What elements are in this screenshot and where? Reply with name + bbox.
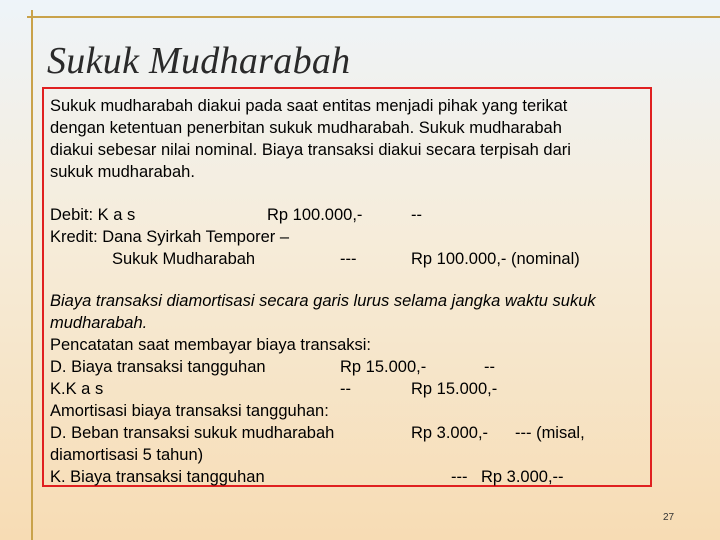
journal3-row1-continued: diamortisasi 5 tahun): [50, 446, 204, 464]
journal3-row1-credit: --- (misal,: [515, 424, 585, 442]
journal3-row1-label: D. Beban transaksi sukuk mudharabah: [50, 424, 335, 442]
top-rule: [27, 16, 720, 18]
journal3-heading: Amortisasi biaya transaksi tangguhan:: [50, 402, 329, 420]
intro-line: dengan ketentuan penerbitan sukuk mudharabah. Sukuk mudharabah: [50, 119, 562, 137]
journal3-row2-label: K. Biaya transaksi tangguhan: [50, 468, 265, 486]
content-box: [42, 87, 652, 487]
journal2-row2-label: K.K a s: [50, 380, 104, 398]
journal3-row2-debit: ---: [451, 468, 468, 486]
debit-credit-col: --: [411, 206, 422, 224]
intro-line: sukuk mudharabah.: [50, 163, 195, 181]
journal2-row1-label: D. Biaya transaksi tangguhan: [50, 358, 266, 376]
credit-debit-col: ---: [340, 250, 357, 268]
journal2-row1-debit: Rp 15.000,-: [340, 358, 427, 376]
credit-label: Kredit: Dana Syirkah Temporer –: [50, 228, 290, 246]
debit-label: Debit: K a s: [50, 206, 136, 224]
credit-sub-label: Sukuk Mudharabah: [112, 250, 256, 268]
left-rule: [31, 10, 33, 540]
intro-line: diakui sebesar nilai nominal. Biaya transaksi diakui secara terpisah dari: [50, 141, 571, 159]
slide-title: Sukuk Mudharabah: [47, 40, 351, 82]
journal2-row2-credit: Rp 15.000,-: [411, 380, 498, 398]
journal3-row2-credit: Rp 3.000,--: [481, 468, 564, 486]
journal2-heading: Pencatatan saat membayar biaya transaksi:: [50, 336, 372, 354]
debit-amount: Rp 100.000,-: [267, 206, 363, 224]
amortization-note-line: Biaya transaksi diamortisasi secara garis lurus selama jangka waktu sukuk: [50, 292, 596, 310]
credit-amount: Rp 100.000,- (nominal): [411, 250, 580, 268]
intro-line: Sukuk mudharabah diakui pada saat entitas menjadi pihak yang terikat: [50, 97, 568, 115]
journal2-row1-credit: --: [484, 358, 495, 376]
page-number: 27: [663, 512, 675, 523]
amortization-note-line: mudharabah.: [50, 314, 148, 332]
journal2-row2-debit: --: [340, 380, 351, 398]
journal3-row1-debit: Rp 3.000,-: [411, 424, 489, 442]
